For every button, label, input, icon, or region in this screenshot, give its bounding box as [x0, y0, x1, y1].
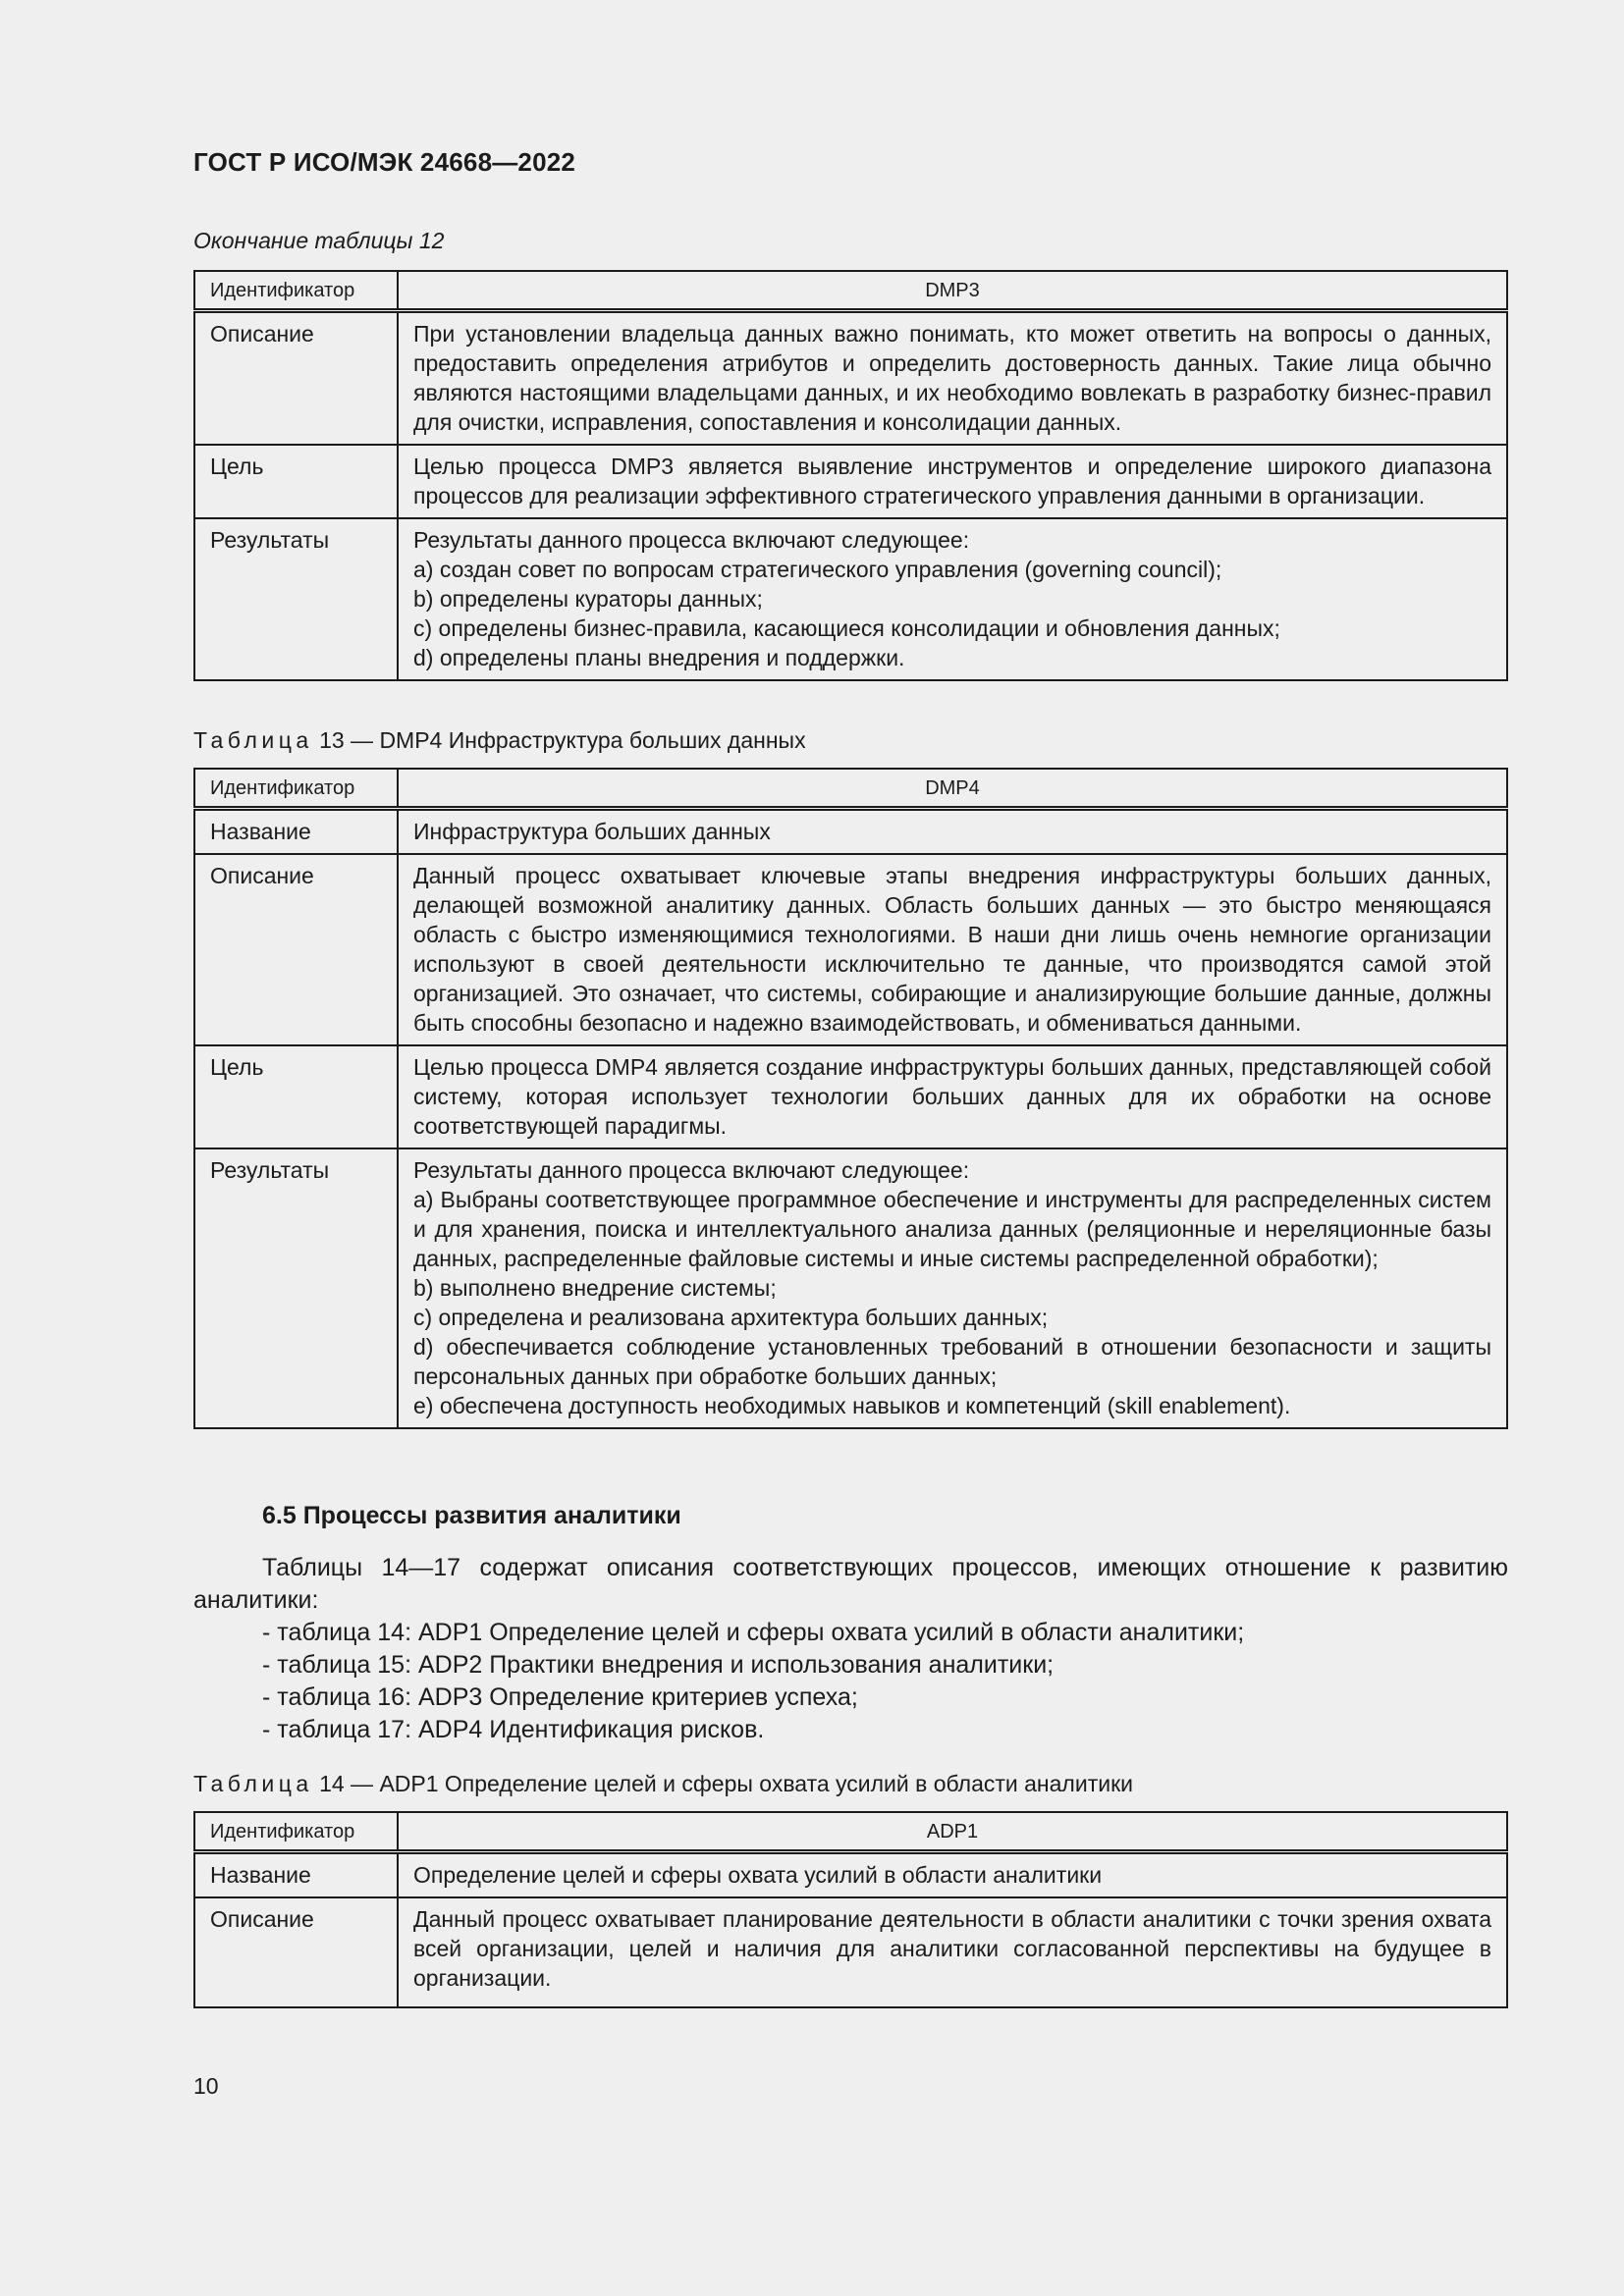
section-heading: 6.5 Процессы развития аналитики [262, 1502, 681, 1529]
row-value: Данный процесс охватывает планирование деятельности в области аналитики с точки зрения охвата всей организации, целей и наличия для аналитики согласованной перспективы на будущее в организации. [398, 1897, 1507, 2007]
list-line: e) обеспечена доступность необходимых навыков и компетенций (skill enablement). [413, 1393, 1291, 1418]
header-id-cell: ADP1 [398, 1812, 1507, 1852]
row-value: Данный процесс охватывает ключевые этапы внедрения инфраструктуры больших данных, делающей возможной аналитику данных. Область больших данных — это быстро меняющаяся область с быстро изменяющимися технологиями. В наши дни лишь очень немногие организации используют в своей деятельности исключительно те данные, что производятся самой этой организацией. Это означает, что системы, собирающие и анализирующие большие данные, должны быть способны безопасно и надежно взаимодействовать, и обмениваться данными. [398, 854, 1507, 1045]
list-line: d) определены планы внедрения и поддержки. [413, 645, 905, 670]
list-line: c) определены бизнес-правила, касающиеся консолидации и обновления данных; [413, 615, 1280, 641]
list-line: Результаты данного процесса включают следующее: [413, 527, 970, 553]
table-row [194, 518, 1507, 680]
table-row [194, 854, 1507, 1045]
row-key: Описание [194, 854, 398, 1045]
row-value: Целью процесса DMP3 является выявление инструментов и определение широкого диапазона процессов для реализации эффективного стратегического управления данными в организации. [398, 445, 1507, 518]
header-id-cell: DMP3 [398, 271, 1507, 311]
table-13 [193, 768, 1508, 1429]
page-number: 10 [193, 2073, 219, 2099]
section-body [193, 1552, 1508, 1746]
list-item: - таблица 14: ADP1 Определение целей и сферы охвата усилий в области аналитики; [262, 1619, 1245, 1646]
list-item: - таблица 16: ADP3 Определение критериев успеха; [262, 1683, 858, 1711]
row-value-list [398, 1148, 1507, 1428]
table14-caption [193, 1771, 1133, 1797]
row-key: Описание [194, 1897, 398, 2007]
row-key: Цель [194, 445, 398, 518]
caption-text: 14 — ADP1 Определение целей и сферы охвата усилий в области аналитики [319, 1771, 1133, 1796]
caption-label: Таблица [193, 1771, 313, 1796]
list-item: - таблица 15: ADP2 Практики внедрения и использования аналитики; [262, 1651, 1055, 1679]
table-row [194, 1852, 1507, 1898]
header-key-cell: Идентификатор [194, 769, 398, 809]
row-value: При установлении владельца данных важно понимать, кто может ответить на вопросы о данных, предоставить определения атрибутов и определить достоверность данных. Такие лица обычно являются настоящими владельцами данных, и их необходимо вовлекать в разработку бизнес-правил для очистки, исправления, сопоставления и консолидации данных. [398, 311, 1507, 446]
list-line: d) обеспечивается соблюдение установленных требований в отношении безопасности и защиты персональных данных при обработке больших данных; [413, 1334, 1491, 1389]
list-line: b) определены кураторы данных; [413, 586, 763, 612]
table-row [194, 1897, 1507, 2007]
table-row [194, 809, 1507, 855]
header-key-cell: Идентификатор [194, 271, 398, 311]
list-line: a) Выбраны соответствующее программное обеспечение и инструменты для распределенных систем и для хранения, поиска и интеллектуального анализа данных (реляционные и нереляционные базы данных, распределенные файловые системы и иные системы распределенной обработки); [413, 1187, 1491, 1271]
table-14 [193, 1811, 1508, 2008]
list-item: - таблица 17: ADP4 Идентификация рисков. [262, 1716, 765, 1743]
table-header-row [194, 1812, 1507, 1852]
list-line: b) выполнено внедрение системы; [413, 1275, 777, 1301]
row-value: Целью процесса DMP4 является создание инфраструктуры больших данных, представляющей собой систему, которая использует технологии больших данных для их обработки на основе соответствующей парадигмы. [398, 1045, 1507, 1148]
table-row [194, 1148, 1507, 1428]
section-intro: Таблицы 14—17 содержат описания соответствующих процессов, имеющих отношение к развитию аналитики: [193, 1554, 1508, 1614]
table13-caption [193, 727, 806, 754]
row-key: Результаты [194, 518, 398, 680]
row-key: Результаты [194, 1148, 398, 1428]
row-key: Название [194, 1852, 398, 1898]
header-id-cell: DMP4 [398, 769, 1507, 809]
row-value: Определение целей и сферы охвата усилий в области аналитики [398, 1852, 1507, 1898]
list-line: c) определена и реализована архитектура больших данных; [413, 1305, 1049, 1330]
row-value: Инфраструктура больших данных [398, 809, 1507, 855]
header-key-cell: Идентификатор [194, 1812, 398, 1852]
caption-text: 13 — DMP4 Инфраструктура больших данных [319, 727, 806, 753]
row-key: Цель [194, 1045, 398, 1148]
document-header: ГОСТ Р ИСО/МЭК 24668—2022 [193, 147, 576, 177]
table-row [194, 445, 1507, 518]
table-header-row [194, 769, 1507, 809]
table-header-row [194, 271, 1507, 311]
row-value-list [398, 518, 1507, 680]
list-line: Результаты данного процесса включают следующее: [413, 1157, 970, 1183]
table-12-end [193, 270, 1508, 681]
caption-label: Таблица [193, 727, 313, 753]
table-row [194, 311, 1507, 446]
list-line: a) создан совет по вопросам стратегического управления (governing council); [413, 557, 1222, 582]
table12-continuation-caption: Окончание таблицы 12 [193, 228, 445, 253]
row-key: Название [194, 809, 398, 855]
table-row [194, 1045, 1507, 1148]
row-key: Описание [194, 311, 398, 446]
